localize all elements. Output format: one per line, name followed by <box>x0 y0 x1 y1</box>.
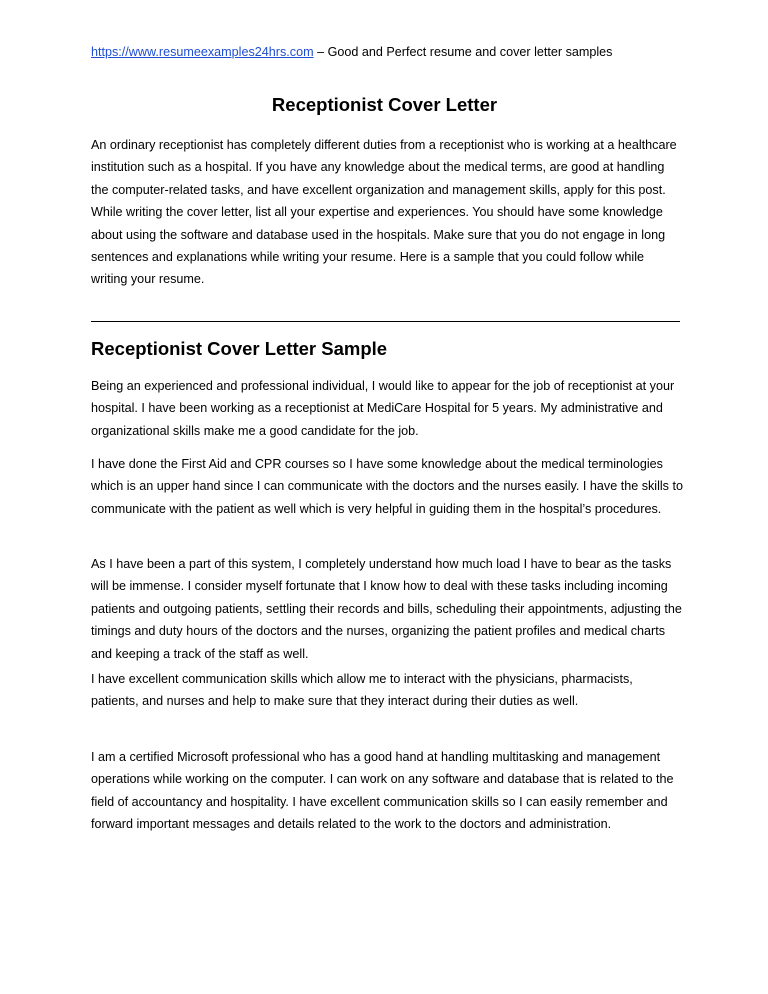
document-title: Receptionist Cover Letter <box>271 94 498 115</box>
header-tagline: – Good and Perfect resume and cover letter samples <box>313 45 613 59</box>
sample-heading: Receptionist Cover Letter Sample <box>91 338 388 359</box>
intro-paragraph: An ordinary receptionist has completely different duties from a receptionist who is working at a healthcare institution such as a hospital. If you have any knowledge about the medical terms, are good at handling the computer-related tasks, and have excellent organization and management skills, apply for this post. While writing the cover letter, list all your expertise and experiences. You should have some knowledge about using the software and database used in the hospitals. Make sure that you do not engage in long sentences and explanations while writing your resume. Here is a sample that you could follow while writing your resume. <box>91 138 677 287</box>
section-divider <box>91 321 680 322</box>
website-link[interactable]: https://www.resumeexamples24hrs.com <box>91 45 314 59</box>
letter-paragraph-2: I have done the First Aid and CPR courses so I have some knowledge about the medical terminologies which is an upper hand since I can communicate with the doctors and the nurses easily. I have the skills to communicate with the patient as well which is very helpful in guiding them in the hospital’s procedures. <box>91 457 683 516</box>
letter-paragraph-1: Being an experienced and professional individual, I would like to appear for the job of receptionist at your hospital. I have been working as a receptionist at MediCare Hospital for 5 years. My administrative and organizational skills make me a good candidate for the job. <box>91 379 675 438</box>
page-header <box>91 44 691 61</box>
letter-paragraph-4: I have excellent communication skills which allow me to interact with the physicians, pharmacists, patients, and nurses and help to make sure that they interact during their duties as well. <box>91 672 633 709</box>
letter-paragraph-3: As I have been a part of this system, I completely understand how much load I have to bear as the tasks will be immense. I consider myself fortunate that I know how to deal with these tasks including incoming patients and outgoing patients, settling their records and bills, scheduling their appointments, adjusting the timings and duty hours of the doctors and the nurses, organizing the patient profiles and medical charts and keeping a track of the staff as well. <box>91 557 682 661</box>
letter-paragraph-5: I am a certified Microsoft professional who has a good hand at handling multitasking and management operations while working on the computer. I can work on any software and database that is related to the field of accountancy and hospitality. I have excellent communication skills so I can easily remember and forward important messages and details related to the work to the doctors and administration. <box>91 750 674 832</box>
